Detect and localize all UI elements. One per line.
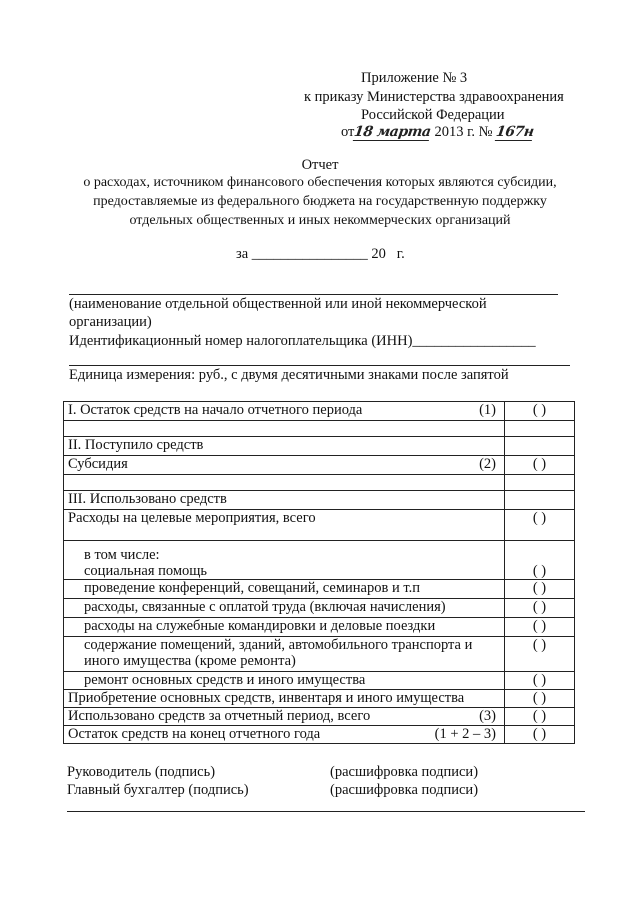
row-label-cell: Субсидия (2)	[64, 456, 505, 475]
table-row	[64, 690, 575, 708]
row-value-cell[interactable]: ( )	[505, 618, 575, 637]
table-row	[64, 475, 575, 491]
table-row	[64, 421, 575, 437]
row-label-cell: проведение конференций, совещаний, семинаров и т.п	[64, 580, 505, 599]
inn-label: Идентификационный номер налогоплательщика (ИНН)	[69, 333, 413, 349]
row-value-cell[interactable]	[505, 491, 575, 510]
appendix-order-line: к приказу Министерства здравоохранения	[304, 89, 564, 105]
row-label-cell: Приобретение основных средств, инвентаря и иного имущества	[64, 690, 505, 708]
org-name-label-1: (наименование отдельной общественной или иной некоммерческой	[69, 296, 487, 312]
date-year: 2013 г. №	[434, 124, 493, 140]
head-signature-decode: (расшифровка подписи)	[330, 764, 479, 780]
row-label-cell: расходы, связанные с оплатой труда (включая начисления)	[64, 599, 505, 618]
period-line	[236, 246, 405, 263]
report-table	[63, 401, 575, 744]
accountant-signature-decode: (расшифровка подписи)	[330, 782, 479, 798]
row-value-cell[interactable]: ( )	[505, 456, 575, 475]
accountant-signature-label: Главный бухгалтер (подпись)	[67, 782, 249, 798]
inn-blank[interactable]: _________________	[412, 333, 536, 349]
row-label-cell: Использовано средств за отчетный период, всего (3)	[64, 708, 505, 726]
row-label-cell: Остаток средств на конец отчетного года (1 + 2 – 3)	[64, 726, 505, 744]
row-label-cell: II. Поступило средств	[64, 437, 505, 456]
table-row	[64, 491, 575, 510]
inn-line	[69, 333, 536, 350]
org-name-line[interactable]	[69, 294, 558, 295]
row-label-cell: III. Использовано средств	[64, 491, 505, 510]
row-label-cell: ремонт основных средств и иного имущества	[64, 672, 505, 690]
separator-line	[69, 365, 570, 366]
table-row	[64, 618, 575, 637]
row-value-cell[interactable]: ( )	[505, 690, 575, 708]
appendix-number: Приложение № 3	[361, 70, 468, 86]
row-label-cell	[64, 475, 505, 491]
row-value-cell[interactable]: ( )	[505, 726, 575, 744]
period-suffix: г.	[396, 246, 405, 262]
appendix-date-line	[341, 124, 534, 141]
head-signature-label: Руководитель (подпись)	[67, 764, 216, 780]
row-label-cell: Расходы на целевые мероприятия, всего	[64, 510, 505, 541]
row-label-cell: I. Остаток средств на начало отчетного периода (1)	[64, 402, 505, 421]
bottom-line	[67, 811, 585, 812]
table-row	[64, 599, 575, 618]
row-value-cell[interactable]	[505, 421, 575, 437]
row-label-cell	[64, 421, 505, 437]
report-subtitle-2: предоставляемые из федерального бюджета на государственную поддержку	[93, 194, 547, 209]
table-row	[64, 708, 575, 726]
row-value-cell[interactable]: ( )	[505, 599, 575, 618]
row-label-cell: в том числе: социальная помощь	[64, 541, 505, 580]
table-row	[64, 541, 575, 580]
row-value-cell[interactable]: ( )	[505, 541, 575, 580]
row-value-cell[interactable]: ( )	[505, 402, 575, 421]
org-name-label-2: организации)	[69, 314, 152, 330]
handwritten-order-number: 167н	[495, 124, 535, 140]
unit-label: Единица измерения: руб., с двумя десятичными знаками после запятой	[69, 367, 509, 383]
handwritten-date: 18 марта	[353, 124, 433, 140]
table-row	[64, 672, 575, 690]
table-row	[64, 402, 575, 421]
table-row	[64, 456, 575, 475]
table-row	[64, 726, 575, 744]
date-prefix: от	[341, 124, 355, 140]
table-row	[64, 580, 575, 599]
row-value-cell[interactable]: ( )	[505, 708, 575, 726]
period-year: 20	[371, 246, 386, 262]
row-value-cell[interactable]: ( )	[505, 510, 575, 541]
period-blank[interactable]: ________________	[251, 246, 368, 262]
row-label-cell: содержание помещений, зданий, автомобильного транспорта и иного имущества (кроме ремонта)	[64, 637, 505, 672]
appendix-country-line: Российской Федерации	[361, 107, 505, 123]
table-row	[64, 510, 575, 541]
row-value-cell[interactable]: ( )	[505, 672, 575, 690]
row-value-cell[interactable]	[505, 475, 575, 491]
report-title: Отчет	[301, 157, 339, 173]
row-value-cell[interactable]: ( )	[505, 580, 575, 599]
table-row	[64, 437, 575, 456]
table-row	[64, 637, 575, 672]
row-value-cell[interactable]	[505, 437, 575, 456]
row-label-cell: расходы на служебные командировки и деловые поездки	[64, 618, 505, 637]
row-value-cell[interactable]: ( )	[505, 637, 575, 672]
report-subtitle-3: отдельных общественных и иных некоммерческих организаций	[129, 213, 511, 228]
report-subtitle-1: о расходах, источником финансового обеспечения которых являются субсидии,	[83, 175, 557, 190]
period-prefix: за	[236, 246, 249, 262]
